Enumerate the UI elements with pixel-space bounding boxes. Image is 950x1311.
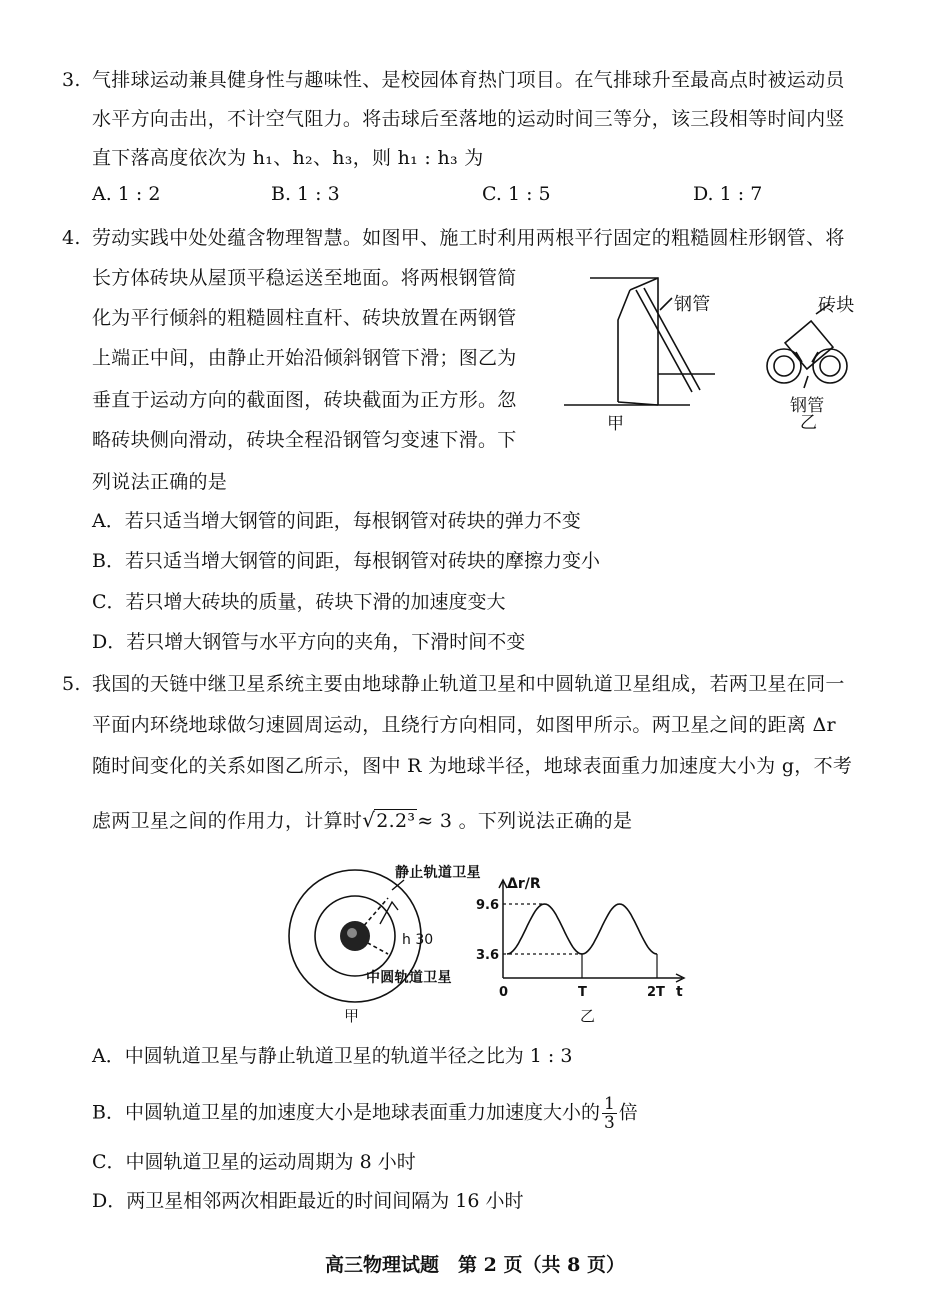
q4-option-b: B．若只适当增大钢管的间距，每根钢管对砖块的摩擦力变小 [92,550,600,572]
q4-line5: 垂直于运动方向的截面图，砖块截面为正方形。忽 [92,389,517,411]
q5-label-jia: 甲 [344,1007,360,1025]
y-tick-label: 3.6 [476,948,500,963]
q5-line2: 平面内环绕地球做匀速圆周运动，且绕行方向相同，如图甲所示。两卫星之间的距离 Δr [92,714,836,736]
q4-label-pipe: 钢管 [674,294,711,315]
sqrt-expression: 2.2³ [376,810,416,832]
q5-option-c: C．中圆轨道卫星的运动周期为 8 小时 [92,1151,416,1173]
q3-line1: 3. 气排球运动兼具健身性与趣味性、是校园体育热门项目。在气排球升至最高点时被运动员 [62,69,845,91]
q3-line2: 水平方向击出，不计空气阻力。将击球后至落地的运动时间三等分，该三段相等时间内竖 [92,108,845,130]
q5-option-b: B．中圆轨道卫星的加速度大小是地球表面重力加速度大小的 $\frac{1}{3}$ 倍 [92,1094,638,1133]
q4-line4: 上端正中间，由静止开始沿倾斜钢管下滑；图乙为 [92,347,517,369]
x-tick-label: 0 [499,985,509,1000]
q4-option-a: A．若只适当增大钢管的间距，每根钢管对砖块的弹力不变 [92,510,581,532]
q3-option-c: C. 1 : 5 [482,183,551,205]
q3-option-b: B. 1 : 3 [271,183,340,205]
q5-line1: 5. 我国的天链中继卫星系统主要由地球静止轨道卫星和中圆轨道卫星组成，若两卫星在同一 [62,673,845,695]
q4-line6: 略砖块侧向滑动，砖块全程沿钢管匀变速下滑。下 [92,429,517,451]
page-footer: 高三物理试题 第 2 页（共 8 页） [325,1254,625,1276]
x-tick-label: 2T [647,985,665,1000]
q4-line3: 化为平行倾斜的粗糙圆柱直杆、砖块放置在两钢管 [92,307,517,329]
x-tick-label: T [578,985,587,1000]
q5-line4: 虑两卫星之间的作用力，计算时√2.2³ ≈ 3 。下列说法正确的是 [92,808,633,832]
q3-line3: 直下落高度依次为 h₁、h₂、h₃，则 h₁ : h₃ 为 [92,147,484,169]
chart-xlabel: t [676,984,683,1000]
q4-label-pipe2: 钢管 [790,396,825,416]
y-tick-label: 9.6 [476,898,500,913]
q5-label-yi: 乙 [580,1007,596,1025]
q5-option-a: A．中圆轨道卫星与静止轨道卫星的轨道半径之比为 1 : 3 [92,1045,573,1067]
q5-chart [470,866,690,1016]
q4-label-jia: 甲 [607,414,625,434]
q4-line2: 长方体砖块从屋顶平稳运送至地面。将两根钢管简 [92,267,517,289]
q5-line3: 随时间变化的关系如图乙所示，图中 R 为地球半径，地球表面重力加速度大小为 g，不考 [92,755,853,777]
q4-label-yi: 乙 [800,413,818,433]
distance-curve [507,904,657,954]
pipe-section-right [813,349,847,383]
handwriting-text: h 30 [402,932,434,948]
q4-option-c: C．若只增大砖块的质量，砖块下滑的加速度变大 [92,591,506,613]
q3-option-a: A. 1 : 2 [92,183,161,205]
q4-line1: 4. 劳动实践中处处蕴含物理智慧。如图甲、施工时利用两根平行固定的粗糙圆柱形钢管、将 [62,227,845,249]
fraction-one-third: $\frac{1}{3}$ [603,1094,615,1133]
q3-number: 3. [62,69,81,91]
q5-option-d: D．两卫星相邻两次相距最近的时间间隔为 16 小时 [92,1190,524,1212]
roof-edge [618,290,630,402]
house-wall [590,278,658,405]
q4-line7: 列说法正确的是 [92,471,228,493]
q5-label-geo: 静止轨道卫星 [395,865,481,881]
chart-ylabel: Δr/R [507,876,541,892]
q4-option-d: D．若只增大钢管与水平方向的夹角，下滑时间不变 [92,631,526,653]
q3-option-d: D. 1 : 7 [693,183,763,205]
q5-number: 5. [62,673,81,695]
q4-label-brick: 砖块 [818,295,855,316]
q5-label-meo: 中圆轨道卫星 [366,970,452,986]
q4-number: 4. [62,227,81,249]
pipe-section-left [767,349,801,383]
